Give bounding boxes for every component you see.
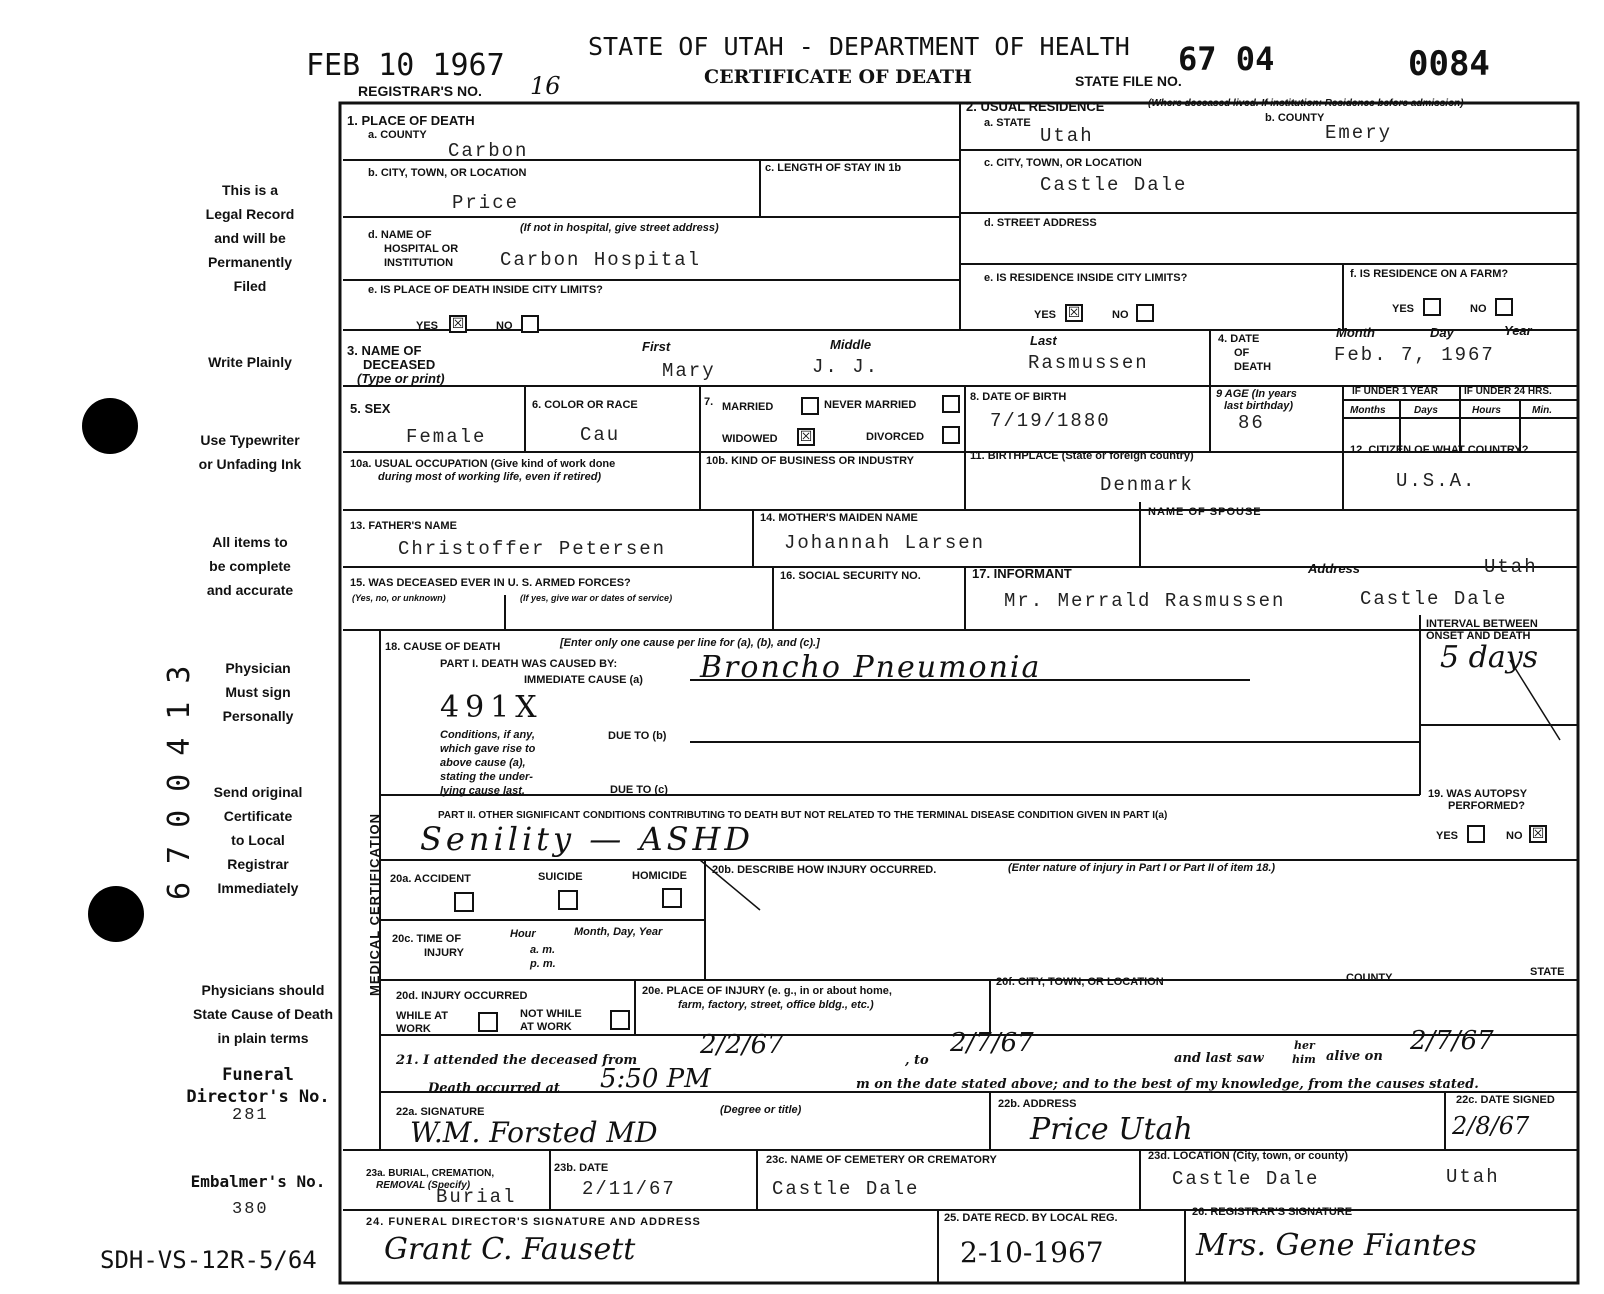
attended-from: 2/2/67 [700, 1030, 784, 1060]
medical-certification-label: MEDICAL CERTIFICATION [367, 812, 382, 996]
place-of-injury-label: 20e. PLACE OF INJURY (e. g., in or about home, farm, factory, street, office bldg., etc.) [642, 985, 892, 1011]
embalmer-no: 380 [232, 1200, 269, 1219]
burial-date-label: 23b. DATE [554, 1162, 609, 1174]
state-file-number: 0084 [1408, 44, 1490, 84]
days-label: Days [1414, 405, 1438, 416]
res-street-label: d. STREET ADDRESS [984, 217, 1097, 229]
last-name: Rasmussen [1028, 352, 1149, 374]
part1-label: PART I. DEATH WAS CAUSED BY: [440, 658, 618, 670]
injury-county-label: COUNTY [1346, 972, 1393, 984]
race: Cau [580, 424, 621, 446]
cemetery-label: 23c. NAME OF CEMETERY OR CREMATORY [766, 1154, 997, 1166]
immediate-cause: Broncho Pneumonia [700, 650, 1042, 685]
hospital-label: d. NAME OF HOSPITAL OR INSTITUTION [368, 229, 459, 269]
res-city: Castle Dale [1040, 174, 1188, 196]
am-label: a. m. [530, 944, 556, 956]
age: 86 [1238, 412, 1265, 434]
him-label: him [1292, 1053, 1316, 1066]
citizen-label: 12. CITIZEN OF WHAT COUNTRY? [1350, 444, 1529, 456]
describe-injury-note: (Enter nature of injury in Part I or Part II of item 18.) [1008, 862, 1276, 874]
res-state: Utah [1040, 125, 1094, 147]
informant-address-label: Address [1308, 561, 1361, 576]
usual-residence-label: 2. USUAL RESIDENCE [966, 99, 1105, 114]
hospital-name: Carbon Hospital [500, 249, 702, 271]
funeral-director-signature-label: 24. FUNERAL DIRECTOR'S SIGNATURE AND ADDRESS [366, 1216, 701, 1228]
inside-city-label: e. IS PLACE OF DEATH INSIDE CITY LIMITS? [368, 284, 603, 296]
never-married-label: NEVER MARRIED [824, 399, 917, 411]
informant-name: Mr. Merrald Rasmussen [1004, 590, 1286, 612]
res-farm-yes-label: YES [1392, 303, 1415, 315]
sidebar-write-plainly: Write Plainly [208, 354, 292, 370]
widowed-label: WIDOWED [722, 433, 778, 445]
certificate-title: CERTIFICATE OF DEATH [704, 66, 972, 88]
deceased-name-label: 3. NAME OF DECEASED (Type or print) [347, 343, 445, 386]
marital-label: 7. [704, 396, 714, 408]
length-of-stay-label: c. LENGTH OF STAY IN 1b [765, 162, 902, 174]
res-inside-city-no-label: NO [1112, 309, 1129, 321]
res-farm-no-label: NO [1470, 303, 1487, 315]
death-county-label: a. COUNTY [368, 129, 427, 141]
her-label: her [1294, 1039, 1315, 1052]
date-of-death-label: 4. DATE OF DEATH [1218, 333, 1272, 373]
date-signed-label: 22c. DATE SIGNED [1456, 1094, 1555, 1106]
sex-label: 5. SEX [350, 401, 391, 416]
race-label: 6. COLOR OR RACE [532, 399, 638, 411]
middle-name-label: Middle [830, 337, 872, 352]
last-name-label: Last [1030, 333, 1057, 348]
autopsy-label: 19. WAS AUTOPSY PERFORMED? [1428, 788, 1528, 812]
attended-label: 21. I attended the deceased from [396, 1053, 638, 1068]
vertical-number: 6700413 [162, 647, 197, 900]
interval-label: INTERVAL BETWEEN ONSET AND DEATH [1426, 618, 1538, 642]
signature-label: 22a. SIGNATURE [396, 1106, 485, 1118]
armed-forces-label: 15. WAS DECEASED EVER IN U. S. ARMED FORCES? [350, 577, 631, 589]
mother-name: Johannah Larsen [784, 532, 986, 554]
accident-label: 20a. ACCIDENT [390, 873, 471, 885]
res-county-label: b. COUNTY [1265, 112, 1325, 124]
year-label: Year [1504, 323, 1532, 338]
res-inside-city-label: e. IS RESIDENCE INSIDE CITY LIMITS? [984, 272, 1188, 284]
armed-forces-sub1: (Yes, no, or unknown) [352, 593, 446, 603]
age-label: 9 AGE (In years last birthday) [1216, 388, 1297, 412]
registrar-no: 16 [530, 72, 561, 100]
date-received-label: 25. DATE RECD. BY LOCAL REG. [944, 1212, 1118, 1224]
conditions-label: Conditions, if any, which gave rise to above cause (a), stating the under- lying cause last. [440, 729, 536, 797]
res-farm-label: f. IS RESIDENCE ON A FARM? [1350, 268, 1509, 280]
part2-value: Senility — ASHD [420, 820, 755, 858]
mother-label: 14. MOTHER'S MAIDEN NAME [760, 512, 918, 524]
informant-address-city: Castle Dale [1360, 588, 1508, 610]
res-inside-city-yes-label: YES [1034, 309, 1057, 321]
sidebar-embalmer-label: Embalmer's No. [190, 1172, 326, 1191]
inside-city-no-label: NO [496, 320, 513, 332]
hour-label: Hour [510, 928, 536, 940]
injury-occurred-label: 20d. INJURY OCCURRED [396, 990, 528, 1002]
death-occurred-label: Death occurred at [428, 1081, 560, 1096]
hours-label: Hours [1472, 405, 1501, 416]
funeral-director-signature: Grant C. Fausett [384, 1232, 636, 1267]
autopsy-no-label: NO [1506, 830, 1523, 842]
sidebar-legal-note: This is a Legal Record and will be Permanently Filed [205, 182, 295, 294]
father-label: 13. FATHER'S NAME [350, 520, 457, 532]
physician-address-label: 22b. ADDRESS [998, 1098, 1077, 1110]
divorced-label: DIVORCED [866, 431, 925, 443]
sidebar-typewriter: Use Typewriter or Unfading Ink [198, 432, 302, 472]
form-code: SDH-VS-12R-5/64 [100, 1246, 317, 1274]
date-signed: 2/8/67 [1452, 1112, 1530, 1140]
birthplace-label: 11. BIRTHPLACE (State or foreign country) [970, 450, 1194, 462]
cause-code: 491X [440, 690, 543, 725]
informant-address-state: Utah [1484, 556, 1538, 578]
sidebar-funeral-director-label: Funeral Director's No. [186, 1065, 330, 1107]
burial-method-label: 23a. BURIAL, CREMATION, REMOVAL (Specify) [366, 1168, 495, 1191]
cause-label: 18. CAUSE OF DEATH [385, 641, 501, 653]
res-county: Emery [1325, 122, 1393, 144]
physician-address: Price Utah [1030, 1112, 1193, 1147]
not-while-at-work-label: NOT WHILE AT WORK [520, 1008, 582, 1033]
sidebar-send-original: Send original Certificate to Local Registrar Immediately [213, 784, 303, 896]
months-label: Months [1350, 405, 1386, 416]
date-of-birth: 7/19/1880 [990, 410, 1111, 432]
injury-city-label: 20f. CITY, TOWN, OR LOCATION [996, 976, 1164, 988]
interval: 5 days [1440, 640, 1539, 675]
death-city-label: b. CITY, TOWN, OR LOCATION [368, 167, 527, 179]
stamp-date: FEB 10 1967 [306, 48, 505, 83]
date-received: 2-10-1967 [960, 1236, 1104, 1269]
father-name: Christoffer Petersen [398, 538, 667, 560]
place-of-death-label: 1. PLACE OF DEATH [347, 113, 475, 128]
birthplace: Denmark [1100, 474, 1194, 496]
sidebar-all-items: All items to be complete and accurate [206, 534, 294, 598]
first-name: Mary [662, 360, 716, 382]
hospital-note: (If not in hospital, give street address) [520, 222, 719, 234]
res-inside-city-yes-checkbox[interactable]: ☒ [1065, 304, 1083, 322]
mdy-label: Month, Day, Year [574, 926, 663, 938]
citizen: U.S.A. [1396, 470, 1477, 492]
alive-on: 2/7/67 [1410, 1026, 1494, 1056]
res-city-label: c. CITY, TOWN, OR LOCATION [984, 157, 1142, 169]
burial-location-label: 23d. LOCATION (City, town, or county) [1148, 1150, 1349, 1162]
registrar-signature-label: 26. REGISTRAR'S SIGNATURE [1192, 1206, 1353, 1218]
sidebar-physician: Physician Must sign Personally [222, 660, 294, 724]
homicide-label: HOMICIDE [632, 870, 687, 882]
min-label: Min. [1532, 405, 1552, 416]
to-label: , to [905, 1053, 929, 1068]
dob-label: 8. DATE OF BIRTH [970, 391, 1067, 403]
death-statement: m on the date stated above; and to the best of my knowledge, from the causes stated. [856, 1077, 1479, 1092]
informant-label: 17. INFORMANT [972, 566, 1072, 581]
business-label: 10b. KIND OF BUSINESS OR INDUSTRY [706, 455, 915, 467]
death-time: 5:50 PM [600, 1064, 711, 1094]
inside-city-yes-label: YES [416, 320, 439, 332]
date-of-death: Feb. 7, 1967 [1334, 344, 1495, 366]
occupation-label: 10a. USUAL OCCUPATION (Give kind of work done during most of working life, even if retired) [350, 458, 616, 483]
widowed-checkbox[interactable]: ☒ [797, 428, 815, 446]
while-at-work-label: WHILE AT WORK [396, 1010, 448, 1035]
sex: Female [406, 426, 487, 448]
injury-state-label: STATE [1530, 966, 1565, 978]
burial-method: Burial [436, 1186, 517, 1208]
inside-city-yes-checkbox[interactable]: ☒ [449, 315, 467, 333]
autopsy-no-checkbox[interactable]: ☒ [1529, 825, 1547, 843]
autopsy-yes-label: YES [1436, 830, 1459, 842]
alive-on-label: alive on [1326, 1049, 1383, 1064]
state-file-label: STATE FILE NO. [1075, 73, 1182, 89]
married-label: MARRIED [722, 401, 774, 413]
form-title-line: STATE OF UTAH - DEPARTMENT OF HEALTH [588, 32, 1130, 61]
sidebar-physicians-should: Physicians should State Cause of Death in plain terms [192, 982, 334, 1046]
res-state-label: a. STATE [984, 117, 1031, 129]
ssn-label: 16. SOCIAL SECURITY NO. [780, 570, 921, 582]
describe-injury-label: 20b. DESCRIBE HOW INJURY OCCURRED. [712, 864, 937, 876]
burial-date: 2/11/67 [582, 1178, 676, 1200]
death-county: Carbon [448, 140, 529, 162]
first-name-label: First [642, 339, 671, 354]
suicide-label: SUICIDE [538, 871, 583, 883]
day-label: Day [1430, 325, 1454, 340]
burial-location-state: Utah [1446, 1166, 1500, 1188]
physician-signature: W.M. Forsted MD [410, 1116, 658, 1149]
cause-instruction: [Enter only one cause per line for (a), (b), and (c).] [560, 637, 820, 649]
month-label: Month [1336, 325, 1375, 340]
burial-location-city: Castle Dale [1172, 1168, 1320, 1190]
under-24-hrs-label: IF UNDER 24 HRS. [1464, 386, 1552, 397]
due-to-b-label: DUE TO (b) [608, 730, 667, 742]
usual-residence-note: (Where deceased lived. If institution: Residence before admission) [1148, 98, 1464, 109]
death-city: Price [452, 192, 520, 214]
middle-name: J. J. [812, 356, 880, 378]
registrar-no-label: REGISTRAR'S NO. [358, 83, 482, 99]
last-saw-label: and last saw [1174, 1051, 1264, 1066]
attended-to: 2/7/67 [950, 1028, 1034, 1058]
pm-label: p. m. [530, 958, 556, 970]
under-1-year-label: IF UNDER 1 YEAR [1352, 386, 1438, 397]
immediate-cause-label: IMMEDIATE CAUSE (a) [524, 674, 643, 686]
funeral-director-no: 281 [232, 1106, 269, 1125]
armed-forces-sub2: (If yes, give war or dates of service) [520, 593, 673, 603]
degree-label: (Degree or title) [720, 1104, 802, 1116]
part2-label: PART II. OTHER SIGNIFICANT CONDITIONS CONTRIBUTING TO DEATH BUT NOT RELATED TO THE TERMINAL DISEASE CONDITION GIVEN IN PART I(a) [438, 810, 1168, 821]
cemetery: Castle Dale [772, 1178, 920, 1200]
time-of-injury-label: 20c. TIME OF INJURY [392, 933, 464, 959]
registrar-signature: Mrs. Gene Fiantes [1196, 1228, 1477, 1263]
due-to-c-label: DUE TO (c) [610, 784, 668, 796]
spouse-label: NAME OF SPOUSE [1148, 506, 1262, 518]
state-file-prefix: 67 04 [1178, 40, 1275, 78]
